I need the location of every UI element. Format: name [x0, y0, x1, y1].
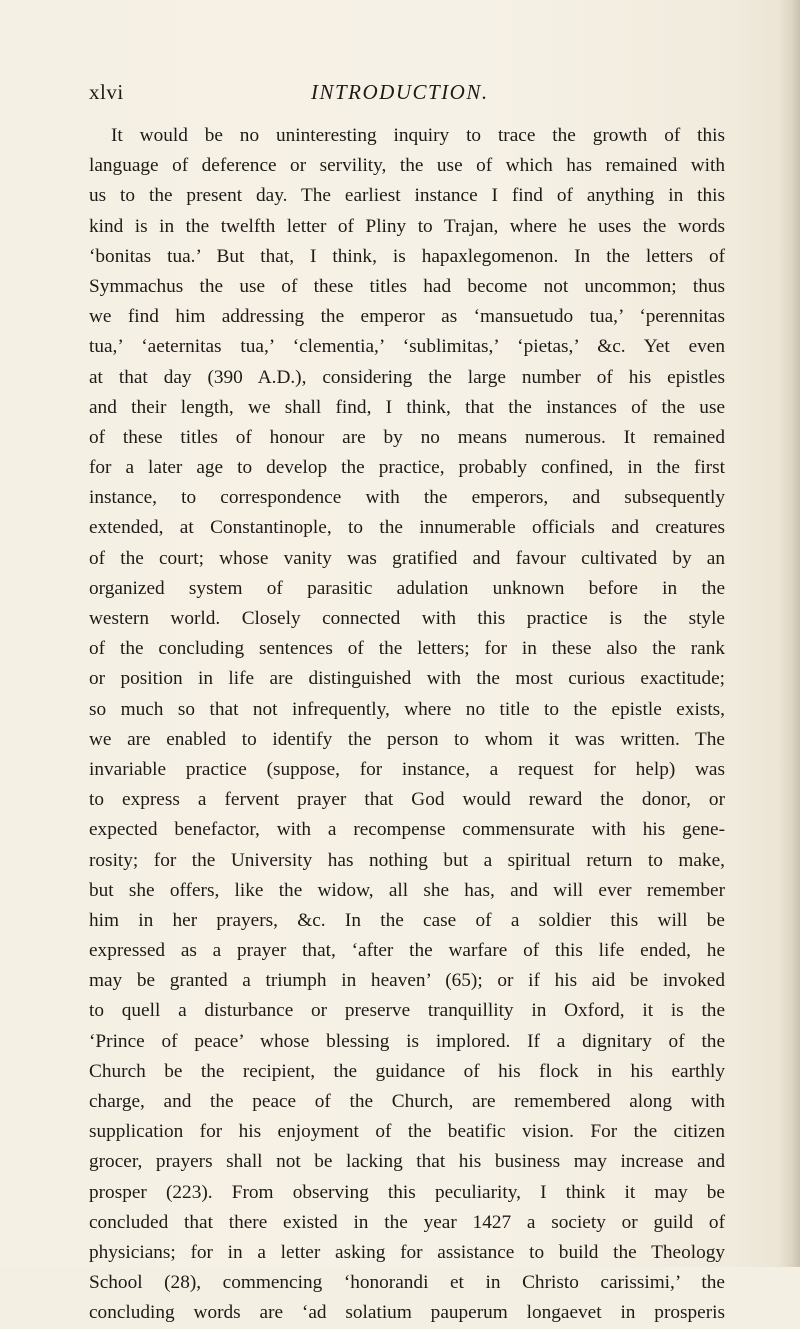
- text-line: of these titles of honour are by no means numerous. It remained: [89, 426, 725, 448]
- text-line: language of deference or servility, the use of which has remained with: [89, 155, 725, 177]
- text-line: so much so that not infrequently, where no title to the epistle exists,: [89, 698, 725, 720]
- text-line: of the concluding sentences of the letters; for in these also the rank: [89, 638, 725, 660]
- text-line: may be granted a triumph in heaven’ (65); or if his aid be invoked: [89, 970, 725, 992]
- text-line: for a later age to develop the practice, probably confined, in the first: [89, 457, 725, 479]
- text-line: of the court; whose vanity was gratified and favour cultivated by an: [89, 547, 725, 569]
- text-line: to quell a disturbance or preserve tranquillity in Oxford, it is the: [89, 1000, 725, 1022]
- text-line: concluded that there existed in the year 1427 a society or guild of: [89, 1211, 725, 1233]
- text-line: organized system of parasitic adulation unknown before in the: [89, 577, 725, 599]
- text-line: tua,’ ‘aeternitas tua,’ ‘clementia,’ ‘sublimitas,’ ‘pietas,’ &c. Yet even: [89, 336, 725, 358]
- text-line: Symmachus the use of these titles had become not uncommon; thus: [89, 275, 725, 297]
- text-line: at that day (390 A.D.), considering the large number of his epistles: [89, 366, 725, 388]
- text-line: expected benefactor, with a recompense commensurate with his gene-: [89, 819, 725, 841]
- text-line: kind is in the twelfth letter of Pliny to Trajan, where he uses the words: [89, 215, 725, 237]
- text-line: invariable practice (suppose, for instance, a request for help) was: [89, 758, 725, 780]
- page-number: xlvi: [89, 80, 124, 104]
- text-line: charge, and the peace of the Church, are remembered along with: [89, 1091, 725, 1112]
- text-line: physicians; for in a letter asking for assistance to build the Theology: [89, 1241, 725, 1263]
- text-line: extended, at Constantinople, to the innumerable officials and creatures: [89, 517, 725, 539]
- running-head: INTRODUCTION.: [311, 80, 489, 104]
- text-line: ‘Prince of peace’ whose blessing is implored. If a dignitary of the: [89, 1030, 725, 1052]
- text-line: us to the present day. The earliest instance I find of anything in this: [89, 185, 725, 207]
- text-line: him in her prayers, &c. In the case of a soldier this will be: [89, 909, 725, 931]
- text-line: concluding words are ‘ad solatium pauperum longaevet in prosperis: [89, 1302, 725, 1324]
- page-header: [89, 80, 729, 114]
- text-line: we find him addressing the emperor as ‘mansuetudo tua,’ ‘perennitas: [89, 306, 725, 328]
- page-edge-shadow: [778, 0, 800, 1267]
- text-line: Church be the recipient, the guidance of his flock in his earthly: [89, 1060, 725, 1082]
- text-line: western world. Closely connected with this practice is the style: [89, 608, 725, 629]
- text-line: grocer, prayers shall not be lacking that his business may increase and: [89, 1151, 725, 1173]
- text-line: supplication for his enjoyment of the beatific vision. For the citizen: [89, 1121, 725, 1143]
- text-line: School (28), commencing ‘honorandi et in Christo carissimi,’ the: [89, 1272, 725, 1294]
- body-paragraph: [89, 121, 725, 1329]
- text-line: and their length, we shall find, I think, that the instances of the use: [89, 396, 725, 418]
- text-line: rosity; for the University has nothing but a spiritual return to make,: [89, 849, 725, 871]
- text-line: to express a fervent prayer that God would reward the donor, or: [89, 789, 725, 811]
- text-line: but she offers, like the widow, all she has, and will ever remember: [89, 879, 725, 901]
- text-line: ‘bonitas tua.’ But that, I think, is hapaxlegomenon. In the letters of: [89, 245, 725, 267]
- text-line: or position in life are distinguished with the most curious exactitude;: [89, 668, 725, 690]
- text-line: instance, to correspondence with the emperors, and subsequently: [89, 487, 725, 509]
- text-line: expressed as a prayer that, ‘after the warfare of this life ended, he: [89, 940, 725, 962]
- text-line: prosper (223). From observing this peculiarity, I think it may be: [89, 1181, 725, 1203]
- text-line: It would be no uninteresting inquiry to trace the growth of this: [111, 125, 725, 146]
- text-line: we are enabled to identify the person to whom it was written. The: [89, 728, 725, 750]
